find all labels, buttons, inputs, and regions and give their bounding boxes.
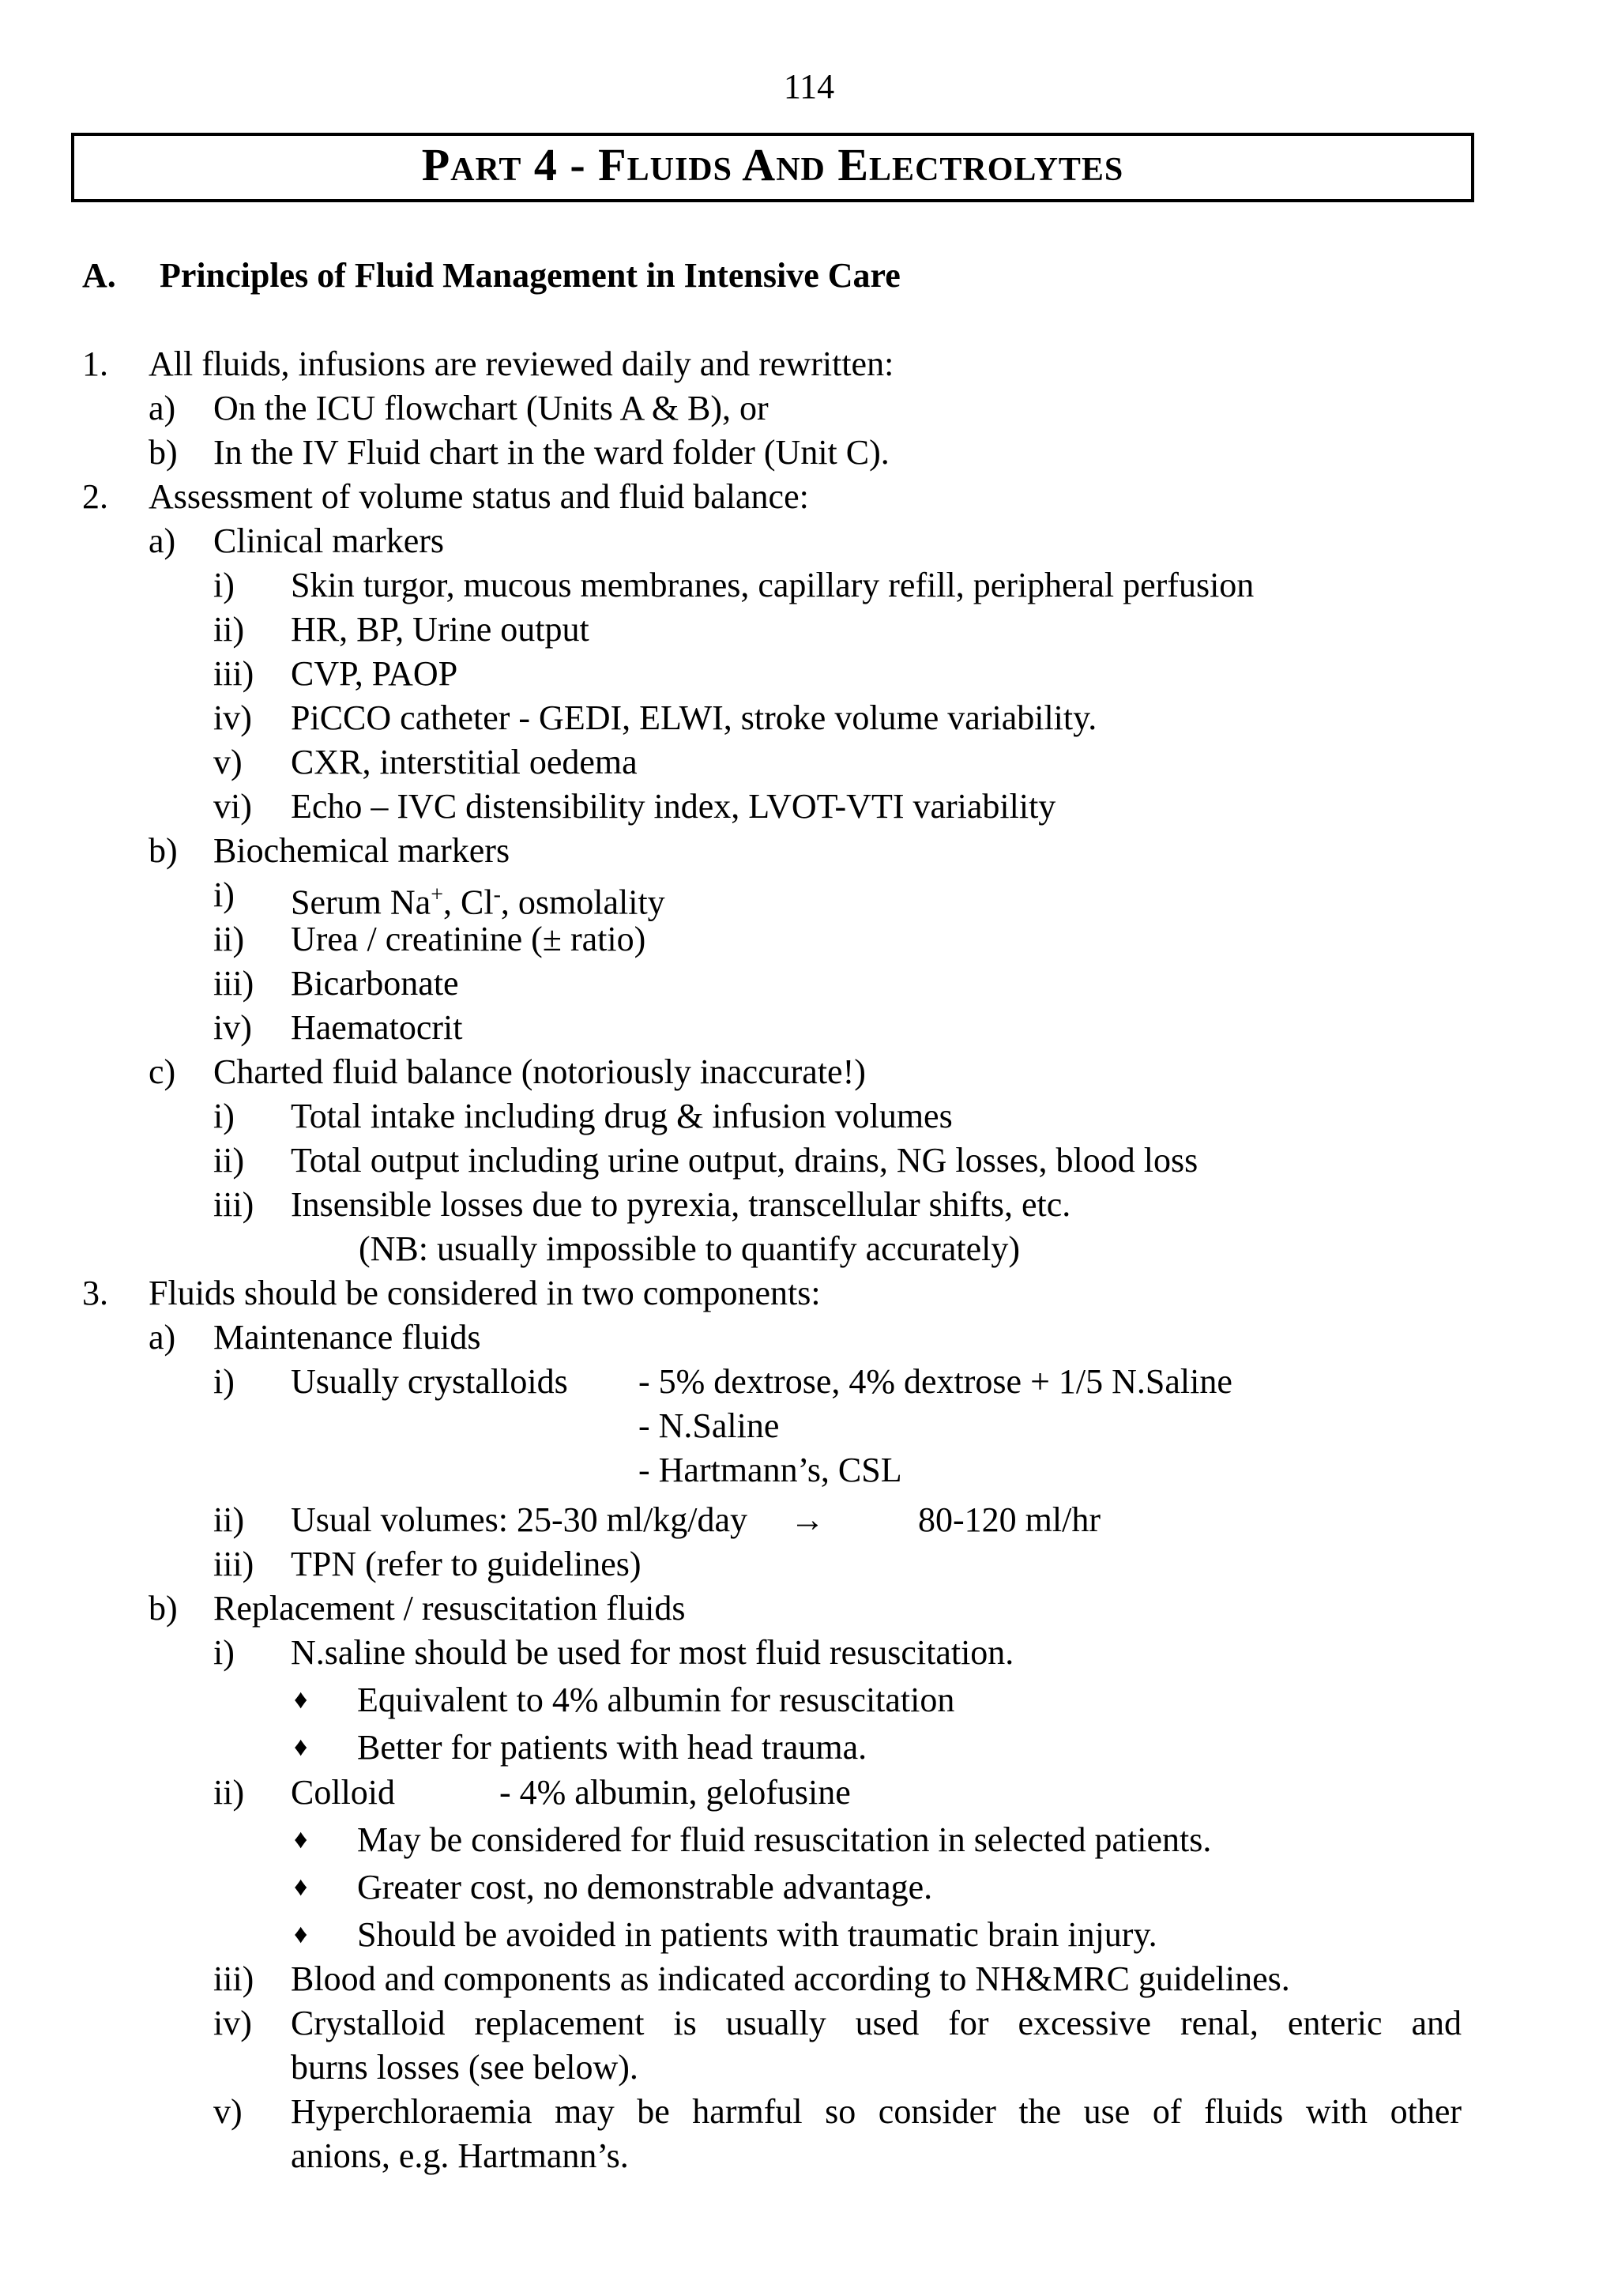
item-text: Echo – IVC distensibility index, LVOT-VTI variability [291, 787, 1056, 826]
item-roman: i) [213, 566, 235, 604]
item-text: CVP, PAOP [291, 654, 458, 693]
option-text: - N.Saline [638, 1406, 780, 1445]
item-number: 1. [82, 344, 108, 383]
part-title: PART 4 - FLUIDS AND ELECTROLYTES [421, 139, 1124, 190]
item-letter: b) [149, 1589, 178, 1628]
arrow-icon: → [790, 1500, 825, 1539]
item-roman: iv) [213, 2004, 252, 2042]
item-text: Usual volumes: 25-30 ml/kg/day [291, 1500, 748, 1539]
bullet-text: Should be avoided in patients with traumatic brain injury. [357, 1915, 1157, 1954]
item-letter: a) [149, 1318, 176, 1357]
section-marker: A. [82, 256, 116, 295]
option-text: - 4% albumin, gelofusine [499, 1773, 851, 1812]
item-roman: ii) [213, 1500, 245, 1539]
item-text: Replacement / resuscitation fluids [213, 1589, 686, 1628]
item-text-continued: anions, e.g. Hartmann’s. [291, 2136, 629, 2175]
item-text: Charted fluid balance (notoriously inaccurate!) [213, 1052, 866, 1091]
section-heading: Principles of Fluid Management in Intensive Care [160, 256, 901, 295]
item-letter: b) [149, 831, 178, 870]
item-roman: iv) [213, 698, 252, 737]
bullet-text: Better for patients with head trauma. [357, 1728, 867, 1767]
item-text: Biochemical markers [213, 831, 510, 870]
diamond-bullet-icon: ♦ [294, 1685, 308, 1714]
item-text: Fluids should be considered in two components: [149, 1274, 821, 1312]
item-text: Assessment of volume status and fluid balance: [149, 477, 809, 516]
item-text: Haematocrit [291, 1008, 463, 1047]
item-text: HR, BP, Urine output [291, 610, 589, 649]
option-text: - 5% dextrose, 4% dextrose + 1/5 N.Saline [638, 1362, 1232, 1401]
bullet-text: May be considered for fluid resuscitation in selected patients. [357, 1820, 1212, 1859]
item-roman: iv) [213, 1008, 252, 1047]
item-roman: iii) [213, 1185, 254, 1224]
item-roman: ii) [213, 920, 245, 958]
item-roman: i) [213, 875, 235, 914]
diamond-bullet-icon: ♦ [294, 1825, 308, 1854]
bullet-text: Greater cost, no demonstrable advantage. [357, 1868, 933, 1906]
item-text: Bicarbonate [291, 964, 459, 1003]
item-text-continued: burns losses (see below). [291, 2048, 638, 2087]
item-roman: v) [213, 743, 243, 781]
item-roman: i) [213, 1633, 235, 1672]
item-roman: ii) [213, 610, 245, 649]
item-roman: vi) [213, 787, 252, 826]
diamond-bullet-icon: ♦ [294, 1733, 308, 1762]
item-letter: b) [149, 433, 178, 472]
item-roman: i) [213, 1097, 235, 1135]
item-text: On the ICU flowchart (Units A & B), or [213, 389, 769, 427]
diamond-bullet-icon: ♦ [294, 1920, 308, 1949]
item-text: N.saline should be used for most fluid resuscitation. [291, 1633, 1014, 1672]
item-roman: ii) [213, 1141, 245, 1180]
rate-text: 80-120 ml/hr [918, 1500, 1101, 1539]
item-text: Skin turgor, mucous membranes, capillary refill, peripheral perfusion [291, 566, 1255, 604]
item-roman: v) [213, 2092, 243, 2131]
item-text-serum: Serum Na+, Cl-, osmolality [291, 883, 665, 922]
item-text: CXR, interstitial oedema [291, 743, 638, 781]
item-text: Clinical markers [213, 521, 445, 560]
option-text: - Hartmann’s, CSL [638, 1451, 902, 1489]
part-title-box [71, 133, 1474, 202]
item-text: Maintenance fluids [213, 1318, 481, 1357]
item-roman: i) [213, 1362, 235, 1401]
item-text: Total output including urine output, drains, NG losses, blood loss [291, 1141, 1198, 1180]
item-text: Insensible losses due to pyrexia, transcellular shifts, etc. [291, 1185, 1071, 1224]
item-text: Crystalloid replacement is usually used for excessive renal, enteric and [291, 2004, 1462, 2042]
item-text: TPN (refer to guidelines) [291, 1545, 642, 1583]
item-letter: a) [149, 389, 176, 427]
item-number: 2. [82, 477, 108, 516]
item-text: PiCCO catheter - GEDI, ELWI, stroke volume variability. [291, 698, 1097, 737]
item-text: Colloid [291, 1773, 396, 1812]
item-text: Blood and components as indicated according to NH&MRC guidelines. [291, 1959, 1290, 1998]
item-text: Urea / creatinine (± ratio) [291, 920, 646, 958]
item-letter: a) [149, 521, 176, 560]
item-text: Hyperchloraemia may be harmful so consider the use of fluids with other [291, 2092, 1462, 2131]
bullet-text: Equivalent to 4% albumin for resuscitation [357, 1681, 955, 1719]
item-roman: ii) [213, 1773, 245, 1812]
item-roman: iii) [213, 1959, 254, 1998]
item-text: In the IV Fluid chart in the ward folder (Unit C). [213, 433, 890, 472]
note-text: (NB: usually impossible to quantify accurately) [359, 1229, 1021, 1268]
item-text: Total intake including drug & infusion volumes [291, 1097, 953, 1135]
item-text: Usually crystalloids [291, 1362, 568, 1401]
item-letter: c) [149, 1052, 176, 1091]
item-roman: iii) [213, 964, 254, 1003]
page-number: 114 [783, 67, 835, 106]
item-text: All fluids, infusions are reviewed daily and rewritten: [149, 344, 894, 383]
item-number: 3. [82, 1274, 108, 1312]
item-roman: iii) [213, 654, 254, 693]
item-roman: iii) [213, 1545, 254, 1583]
diamond-bullet-icon: ♦ [294, 1873, 308, 1902]
